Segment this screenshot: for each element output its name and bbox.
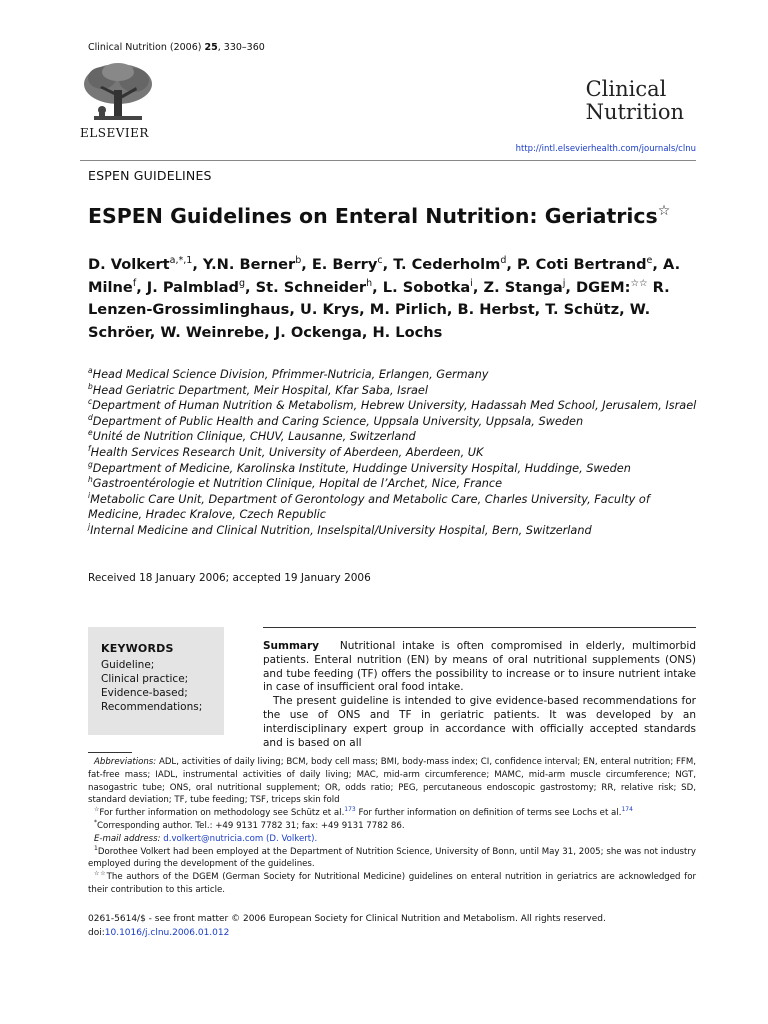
- keyword-item: Recommendations;: [101, 701, 203, 713]
- author-list: D. Volkert$^{a,*,1}$, Y.N. Berner$^b$, E. Berry$^c$, T. Cederholm$^d$, P. Coti Bertrand$^e$, A. Milne$^f$, J. Palmblad$^g$, St. Schneider$^h$, L. Sobotka$^i$, Z. Stanga$^j$, DGEM:☆☆ R. Lenzen-Grossimlinghaus, U. Krys, M. Pirlich, B. Herbst, T. Schütz, W. Schröer, W. Weinrebe, J. Ockenga, H. Lochs: [88, 255, 681, 341]
- summary-paragraph: The present guideline is intended to give evidence-based recommendations for the use of ONS and TF in geriatric patients. It was developed by an interdisciplinary expert group in accordance with officially accepted standards and is based on all: [263, 695, 696, 749]
- keywords-box: [88, 627, 224, 735]
- header-divider: [80, 160, 696, 161]
- corresponding-author-note: *Corresponding author. Tel.: +49 9131 7782 31; fax: +49 9131 7782 86.: [94, 819, 405, 831]
- employment-note: $^1$Dorothee Volkert had been employed at the Department of Nutrition Science, University of Bonn, until May 31, 2005; she was not industry employed during the development of the guidelines.: [88, 844, 696, 870]
- abbreviations-note: Abbreviations: ADL, activities of daily living; BCM, body cell mass; BMI, body-mass index; CI, confidence interval; EN, enteral nutrition; FFM, fat-free mass; IADL, instrumental activities of daily living; MAC, mid-arm circumference; MAMC, mid-arm muscle circumference; NGT, nasogastric tube; ONS, oral nutritional supplement; OR, odds ratio; PEG, percutaneous endoscopic gastrostomy; RR, relative risk; SD, standard deviation; TF, tube feeding; TSF, triceps skin fold: [88, 757, 696, 806]
- publisher-name: ELSEVIER: [80, 126, 149, 140]
- summary-divider: [263, 627, 696, 628]
- affiliation-item: $^h$Gastroentérologie et Nutrition Clinique, Hopital de l’Archet, Nice, France: [88, 475, 503, 491]
- keyword-item: Evidence-based;: [101, 687, 188, 699]
- title-star-icon: ☆: [657, 203, 671, 219]
- affiliation-item: $^f$Health Services Research Unit, University of Aberdeen, Aberdeen, UK: [88, 444, 484, 459]
- email-note: E-mail address: d.volkert@nutricia.com (D. Volkert).: [94, 833, 318, 844]
- email-link[interactable]: d.volkert@nutricia.com (D. Volkert).: [160, 833, 318, 844]
- footnotes: [88, 756, 696, 897]
- affiliation-item: $^c$Department of Human Nutrition & Metabolism, Hebrew University, Hadassah Med School, Jerusalem, Israel: [88, 397, 697, 413]
- citation-line: Clinical Nutrition (2006) 25, 330–360: [88, 42, 265, 53]
- keywords-title: KEYWORDS: [101, 642, 174, 655]
- doi-link[interactable]: 10.1016/j.clnu.2006.01.012: [104, 928, 230, 938]
- received-dates: Received 18 January 2006; accepted 19 January 2006: [88, 572, 371, 584]
- affiliation-item: $^j$Internal Medicine and Clinical Nutrition, Inselspital/University Hospital, Bern, Switzerland: [88, 522, 592, 537]
- section-label: ESPEN GUIDELINES: [88, 168, 212, 183]
- footnote-divider: [88, 752, 132, 753]
- doi-line: doi:10.1016/j.clnu.2006.01.012: [88, 928, 230, 938]
- keyword-item: Clinical practice;: [101, 673, 189, 685]
- methodology-note: ☆For further information on methodology see Schütz et al.$^{173}$ For further information on definition of terms see Lochs et al.$^{174}$: [94, 806, 633, 819]
- affiliation-item: $^d$Department of Public Health and Caring Science, Uppsala University, Uppsala, Sweden: [88, 413, 584, 428]
- affiliation-list: [88, 367, 698, 539]
- journal-title: Clinical Nutrition: [585, 77, 684, 124]
- affiliation-item: $^e$Unité de Nutrition Clinique, CHUV, Lausanne, Switzerland: [88, 428, 416, 444]
- affiliation-item: $^a$Head Medical Science Division, Pfrimmer-Nutricia, Erlangen, Germany: [88, 366, 489, 381]
- keyword-item: Guideline;: [101, 659, 155, 671]
- article-title: ESPEN Guidelines on Enteral Nutrition: Geriatrics☆: [88, 203, 671, 228]
- affiliation-item: $^b$Head Geriatric Department, Meir Hospital, Kfar Saba, Israel: [88, 381, 428, 397]
- summary-paragraph: Summary Nutritional intake is often compromised in elderly, multimorbid patients. Enteral nutrition (EN) by means of oral nutritional supplements (ONS) and tube feeding (TF) offers the possibility to increase or to insure nutrient intake in case of insufficient oral food intake.: [263, 640, 697, 694]
- affiliation-item: $^i$Metabolic Care Unit, Department of Gerontology and Metabolic Care, Charles University, Faculty of Medicine, Hradec Kralove, Czech Republic: [88, 490, 650, 522]
- front-matter-line: 0261-5614/$ - see front matter © 2006 European Society for Clinical Nutrition and Metabolism. All rights reserved.: [88, 914, 606, 924]
- affiliation-item: $^g$Department of Medicine, Karolinska Institute, Huddinge University Hospital, Huddinge, Sweden: [88, 459, 631, 475]
- dgem-note: ☆☆The authors of the DGEM (German Society for Nutritional Medicine) guidelines on enteral nutrition in geriatrics are acknowledged for their contribution to this article.: [88, 870, 696, 895]
- summary-abstract: [263, 640, 696, 750]
- journal-url-link[interactable]: http://intl.elsevierhealth.com/journals/clnu: [515, 144, 696, 154]
